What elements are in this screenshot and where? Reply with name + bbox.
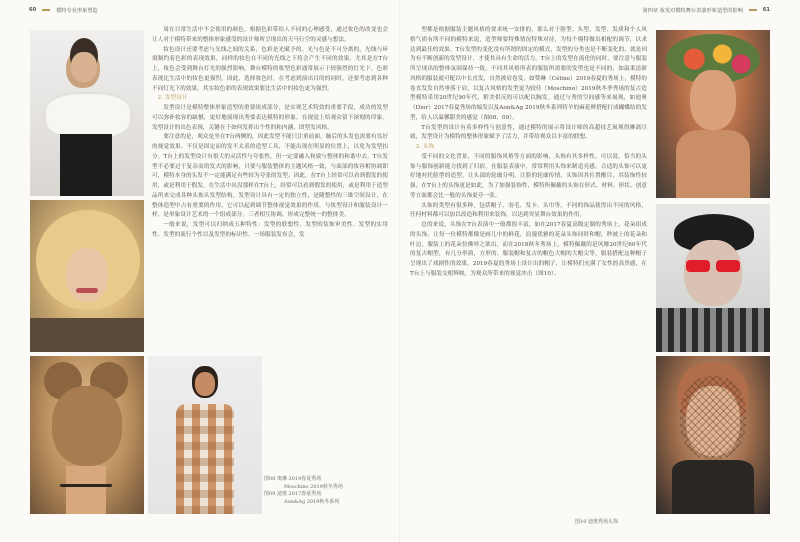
body-paragraph: 受不同的文化背景，不同的服饰风格等方面的影响，头饰有其多样性。可以说，恰当的头饰与服饰创新能力找到了归宿，在服装表演中，常常利用头饰来制造亮感，合适的头饰可以更好地衬托脸型的造型，让头部的轮廓分明，让脸的轮廓传情，头饰因其位置醒目，其装饰性较强，在T台上的头饰更是如此，为了加强装饰性，模特所佩戴的头饰在形式、材料、形状、创意等方面都会比一般的头饰更夸一张。: [410, 153, 647, 199]
photo-braided-updo-back: [30, 356, 144, 514]
caption-line: 图08 奥琳 2019春夏秀场: [264, 476, 322, 482]
photo-model-voluminous-blonde-hair: [30, 200, 144, 352]
body-paragraph: 总的来说，头饰在T台表演中一般都很丰富，如在2017春夏高级定制的秀场上，花朵组成的头饰，让每一位模特都像是画儿中的鲜花，浪漫优雅的花朵头饰同时和帽，秒被上的花朵和叶边，服装上的花朵仿佛呼之欲出，而在2018秋冬秀场上，模特佩戴的是风靡20世纪60年代的复古帽型，有几分形韵，方形的、服装帽和复古的帽色大帽的大帽尖等，服装搭配这种帽子呈现出了戏剧性的效果，2019春夏的秀场上设计出的帽子，让模特们充满了女性的高贵感，在T台上与服装交相辉映，为观众所带来的视觉冲击（图10）。: [410, 222, 647, 277]
caption-line: 图09 迪奥 2017春夏秀场: [264, 491, 322, 498]
body-paragraph: 型都是根据服装主题风格的要求统一安排的，那么对于脸型、头型、发型、发质和个人风格气质有所不同的模特来说，造型师要特殊情况特殊对待，为每个模特做出相配的调节，以求达到最佳的效果。T台发型的变化没有所谓的固定的模式，发型的分类也是不断变化的，就是因为有不断创新的发型设计，才使其具有生命的活力。T台上的发型在流化的同时，要注意与服装所呈现出的整体氛围保持一致，不同其风格所表的服装所需要的发型也是不同的，如温柔清新风格的服装就可配以中长直发，自然披肩卷发，如赞琳（Céline）2019春夏的秀场上，模特的卷直发发自然垂落于肩，以复古风格的发型更为较佳（Moschino）2019秋冬季秀场的复古造型模特采用20世纪90年代，附美供反的可以配以胸发。通过与秀的空间感等来展现，如迪奥（Dior）2017春夏秀场的编发以及Aon&Ag 2019秋冬系列将羊的麻花辫搭配打成蝴蝶结的发型，给人以温馨甜美的感觉（图08、09）。: [410, 27, 647, 121]
section-heading-hairstyle: 2. 发型设计: [157, 95, 188, 102]
header-rule: [749, 9, 757, 11]
photo-model-checked-dress-braid: [148, 356, 262, 514]
photo-model-beret-red-sunglasses: [656, 204, 770, 352]
left-text-column: [152, 26, 388, 241]
right-text-column: [410, 26, 647, 280]
caption-line: Aon&Ag 2019秋冬系列: [284, 498, 340, 505]
body-paragraph: 发型设计是模特整体形象造型的重要组成部分，是实现艺术特效的重要手段，成功的发型可以弥补妆容的缺憾，更好地展现出秀要表达模特的形象。在视觉上给观众留下深刻的印象。发型设计的出色表现，关键在于如何发挥出个性的和内涵、团型发风格。: [152, 105, 388, 131]
body-paragraph: 要注意的是，观众是坐在T台两侧的，因此发型不能只注重前面，脑后的头发也需要有良好的视觉效果。不仅是固定而的发不太表的造型工具，不能出现在明显的位置上，以免为发型扣分。T台上的发型设计有很大的灵活性与夸张性，但一定要融入和致与整体的和谐中去，T台发型不必要过于复杂而的发式的影响，只要与服装整体的主题风格一致，与面部的妆容相协调即可，模特本身的头发不一定能满足有些较为夸张的发型。因此，在T台上经常可以看到假发的使用，或是利用于假发，在生活中出没那样在T台上，经常可以看到假发的使用，或是利用于造型品所来完成各种头饰头发型结构。发型设计具有一定的独立性，是随整性的三维空间设计，在整体造型中占有重要的作用，它可以起到调节整体视觉效果的作用，与妆型设计和服装设计一样，是形象设计艺术的一个组成部分，三者相互协调，形成完整统一的整体美。: [152, 134, 388, 219]
right-page-header: [643, 4, 770, 16]
figure-caption-10: 图10 迪奥秀场头饰: [575, 519, 618, 526]
body-paragraph: 一般来说，发型可以归纳成五种特性：发型的联想性、发型的装饰审美性、发型的实用性、发型的流行个性以及发型的标识性。一场服装发布会，发: [152, 222, 388, 238]
photo-model-white-ruffle-top: [30, 30, 144, 196]
photo-model-flower-crown: [656, 30, 770, 198]
figure-caption-08-09: [264, 476, 343, 506]
book-gutter: [399, 0, 401, 542]
body-paragraph: 周在日常生活中不会使用的颜色。根据色彩带给人不同的心理感受，通过妆色的改变也会让人对于模特带来的整体形象感受的设计师所呈现出的天马行空的灵感与想法。: [152, 27, 388, 43]
right-running-title: 第四章 妆发对模特舞台表演形象造型的影响: [642, 7, 743, 14]
caption-line: Moschino 2019秋冬秀场: [284, 483, 343, 490]
section-heading-headwear: 3. 头饰: [415, 144, 435, 150]
left-page-header: [29, 4, 98, 16]
left-running-title: 模特专业形象塑造: [56, 7, 98, 14]
photo-model-veil-headpiece: [656, 356, 770, 514]
header-rule: [42, 9, 50, 11]
body-paragraph: T台发型的设计有着多样性与创意性，通过模特的展示将设计师的高超技艺展现得淋漓尽致，发型设计为模特的整体形象赋予了活力，并带给观众以丰富的联想。: [410, 124, 647, 141]
right-page-number: 61: [762, 7, 770, 13]
body-paragraph: 妆色设计还要考虑与光线之间的关系，色彩是光赋予的。光与色是不可分离的，光线与环境制约着色彩的表现效果，同样的妆色在不同的光线之下将会产生不同的效果。尤其是在T台上，妆色会受到舞台灯光的强烈影响，舞台模特的妆型色彩通常展示于较强烈的灯光下，色彩表现比生活中的妆色更强烈。因此，选择妆色时，在考虑到演出目的的同时，还要考虑到各种不同灯光下的效果。其实妆色彩的表现效果要比生活中的妆色更为强烈。: [152, 46, 388, 92]
body-paragraph: 头饰的类型有很多种，包括帽子、羽毛、发卡、头巾等，不同的饰品使得出不同的风格，任何材料都可以加以改造和利用来装饰，以达到突显舞台效果的作用。: [410, 202, 647, 219]
left-page-number: 60: [29, 7, 37, 13]
